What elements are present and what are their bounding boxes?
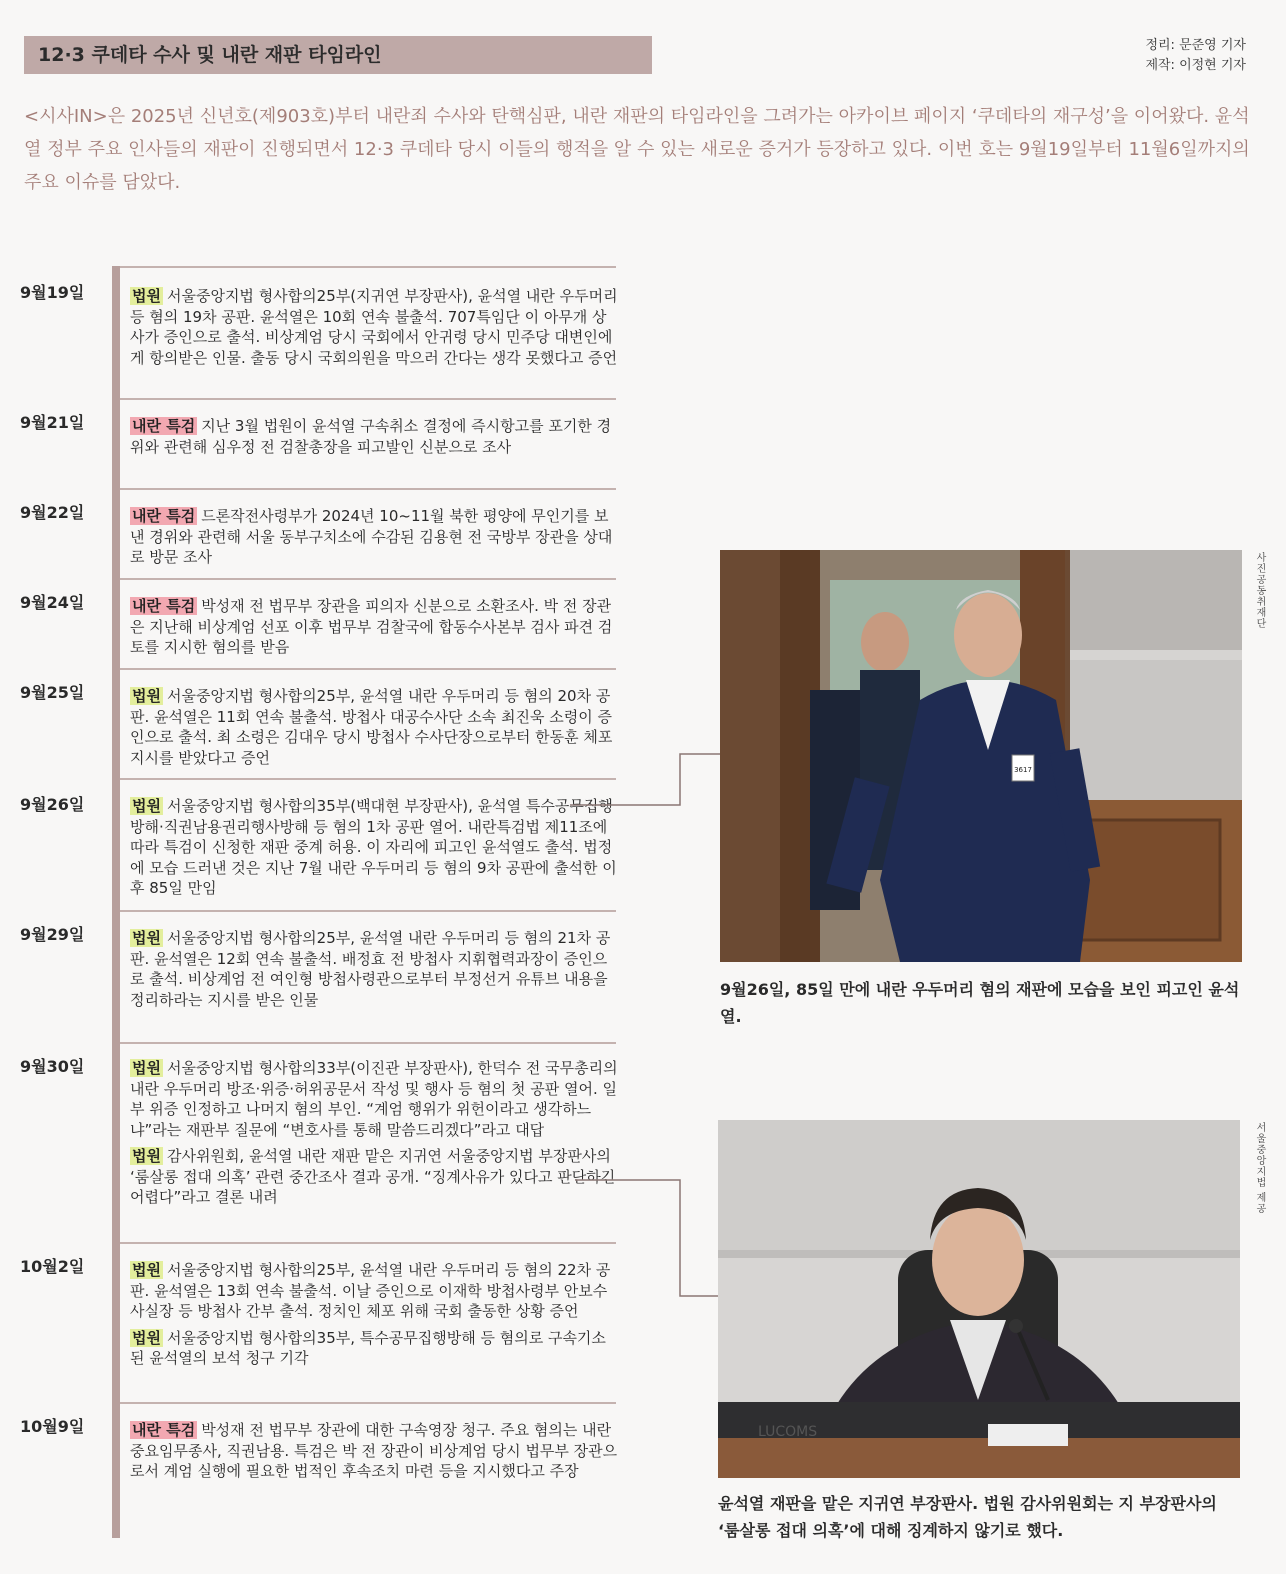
timeline-date: 9월22일 [20, 503, 85, 522]
timeline-item-text: 서울중앙지법 형사합의35부(백대현 부장판사), 윤석열 특수공무집행방해·직권남용권리행사방해 등 혐의 1차 공판 열어. 내란특검법 제11조에 따라 특검이 신청한 재판 중계 허용. 이 자리에 피고인 윤석열도 출석. 법정에 모습 드러낸 것은 지난 7월 내란 우두머리 등 혐의 9차 공판에 출석한 이후 85일 만임 [130, 797, 617, 897]
timeline-date: 9월21일 [20, 413, 85, 432]
badge-number: 3617 [1014, 766, 1032, 774]
credit-producer: 제작: 이정현 기자 [1145, 58, 1246, 73]
timeline-item-text: 서울중앙지법 형사합의33부(이진관 부장판사), 한덕수 전 국무총리의 내란 우두머리 방조·위증·허위공문서 작성 및 행사 등 혐의 첫 공판 열어. 일부 위증 인정하고 나머지 혐의 부인. “계엄 행위가 위헌이라고 생각하느냐”라는 재판부 질문에 “변호사를 통해 말씀드리겠다”라고 대답 [130, 1059, 618, 1139]
tag-court-badge: 법원 [132, 287, 161, 305]
photo-caption-2: 윤석열 재판을 맡은 지귀연 부장판사. 법원 감사위원회는 지 부장판사의 ‘룸살롱 접대 의혹’에 대해 징계하지 않기로 했다. [718, 1494, 1217, 1540]
photo-credit-1: 사진공동취재단 [1254, 552, 1265, 629]
timeline-item-text: 지난 3월 법원이 윤석열 구속취소 결정에 즉시항고를 포기한 경위와 관련해 심우정 전 검찰총장을 피고발인 신분으로 조사 [130, 417, 612, 456]
timeline-date: 9월29일 [20, 925, 85, 944]
timeline-item-text: 박성재 전 법무부 장관을 피의자 신분으로 소환조사. 박 전 장관은 지난해 비상계엄 선포 이후 법무부 검찰국에 합동수사본부 검사 파견 검토를 지시한 혐의를 받음 [130, 597, 613, 656]
page-title: 12·3 쿠데타 수사 및 내란 재판 타임라인 [24, 36, 652, 74]
photo-yoon-court [720, 550, 1242, 962]
photo-judge [718, 1120, 1240, 1478]
connector-line-photo1 [570, 754, 720, 805]
tag-court-badge: 법원 [132, 1059, 161, 1077]
tag-court-badge: 법원 [132, 1328, 161, 1347]
intro-paragraph: <시사IN>은 2025년 신년호(제903호)부터 내란죄 수사와 탄핵심판, 내란 재판의 타임라인을 그려가는 아카이브 페이지 ‘쿠데타의 재구성’을 이어왔다. 윤석열 정부 주요 인사들의 재판이 진행되면서 12·3 쿠데타 당시 이들의 행적을 알 수 있는 새로운 증거가 등장하고 있다. 이번 호는 9월19일부터 11월6일까지의 주요 이슈를 담았다. [24, 106, 1250, 193]
timeline-date: 10월9일 [20, 1417, 85, 1436]
timeline-item-text: 서울중앙지법 형사합의25부, 윤석열 내란 우두머리 등 혐의 22차 공판. 윤석열은 13회 연속 불출석. 이날 증인으로 이재학 방첩사령부 안보수사실장 등 방첩사 간부 출석. 정치인 체포 위해 국회 출동한 상황 증언 [130, 1261, 611, 1320]
tag-court-badge: 법원 [132, 1147, 161, 1165]
timeline-date: 9월26일 [20, 795, 85, 814]
photo-credit-2: 서울중앙지법 제공 [1254, 1122, 1265, 1215]
timeline-item-text: 박성재 전 법무부 장관에 대한 구속영장 청구. 주요 혐의는 내란 중요임무종사, 직권남용. 특검은 박 전 장관이 비상계엄 당시 법무부 장관으로서 계엄 실행에 필요한 법적인 후속조치 마련 등을 지시했다고 주장 [130, 1421, 618, 1480]
timeline-item-text: 서울중앙지법 형사합의25부, 윤석열 내란 우두머리 등 혐의 21차 공판. 윤석열은 12회 연속 불출석. 배정효 전 방첩사 지휘협력과장이 증인으로 출석. 비상계엄 전 여인형 방첩사령관으로부터 부정선거 유튜브 내용을 정리하라는 지시를 받은 인물 [130, 929, 611, 1009]
timeline-item-text: 서울중앙지법 형사합의25부(지귀연 부장판사), 윤석열 내란 우두머리 등 혐의 19차 공판. 윤석열은 10회 연속 불출석. 707특임단 이 아무개 상사가 증인으로 출석. 비상계엄 당시 국회에서 안귀령 당시 민주당 대변인에게 항의받은 인물. 출동 당시 국회의원을 막으러 간다는 생각 못했다고 증언 [130, 287, 618, 367]
tag-court-badge: 법원 [132, 797, 161, 815]
tag-special-counsel-badge: 내란 특검 [132, 597, 196, 615]
credit-editor: 정리: 문준영 기자 [1145, 38, 1246, 53]
timeline-date: 10월2일 [20, 1257, 85, 1276]
timeline-date: 9월25일 [20, 683, 85, 702]
tag-special-counsel-badge: 내란 특검 [132, 507, 196, 525]
tag-special-counsel-badge: 내란 특검 [132, 417, 196, 435]
connector-line-photo2 [575, 1180, 718, 1296]
tag-special-counsel-badge: 내란 특검 [132, 1421, 196, 1439]
timeline-date: 9월24일 [20, 593, 85, 612]
timeline-date: 9월30일 [20, 1057, 85, 1076]
timeline-date: 9월19일 [20, 283, 85, 302]
timeline-item-text: 드론작전사령부가 2024년 10~11월 북한 평양에 무인기를 보낸 경위와 관련해 서울 동부구치소에 수감된 김용현 전 국방부 장관을 상대로 방문 조사 [130, 507, 613, 566]
tag-court-badge: 법원 [132, 1261, 161, 1279]
timeline-item-text: 서울중앙지법 형사합의25부, 윤석열 내란 우두머리 등 혐의 20차 공판. 윤석열은 11회 연속 불출석. 방첩사 대공수사단 소속 최진욱 소령이 증인으로 출석. 최 소령은 김대우 당시 방첩사 수사단장으로부터 한동훈 체포 지시를 받았다고 증언 [130, 687, 613, 767]
photo-caption-1: 9월26일, 85일 만에 내란 우두머리 혐의 재판에 모습을 보인 피고인 윤석열. [720, 980, 1240, 1026]
monitor-brand: LUCOMS [758, 1424, 818, 1440]
tag-court-badge: 법원 [132, 929, 161, 947]
tag-court-badge: 법원 [132, 687, 161, 705]
timeline-item-text: 감사위원회, 윤석열 내란 재판 맡은 지귀연 서울중앙지법 부장판사의 ‘룸살롱 접대 의혹’ 관련 중간조사 결과 공개. “징계사유가 있다고 판단하긴 어렵다”라고 결론 내려 [130, 1147, 616, 1206]
timeline-item-text: 서울중앙지법 형사합의35부, 특수공무집행방해 등 혐의로 구속기소된 윤석열의 보석 청구 기각 [130, 1328, 606, 1367]
